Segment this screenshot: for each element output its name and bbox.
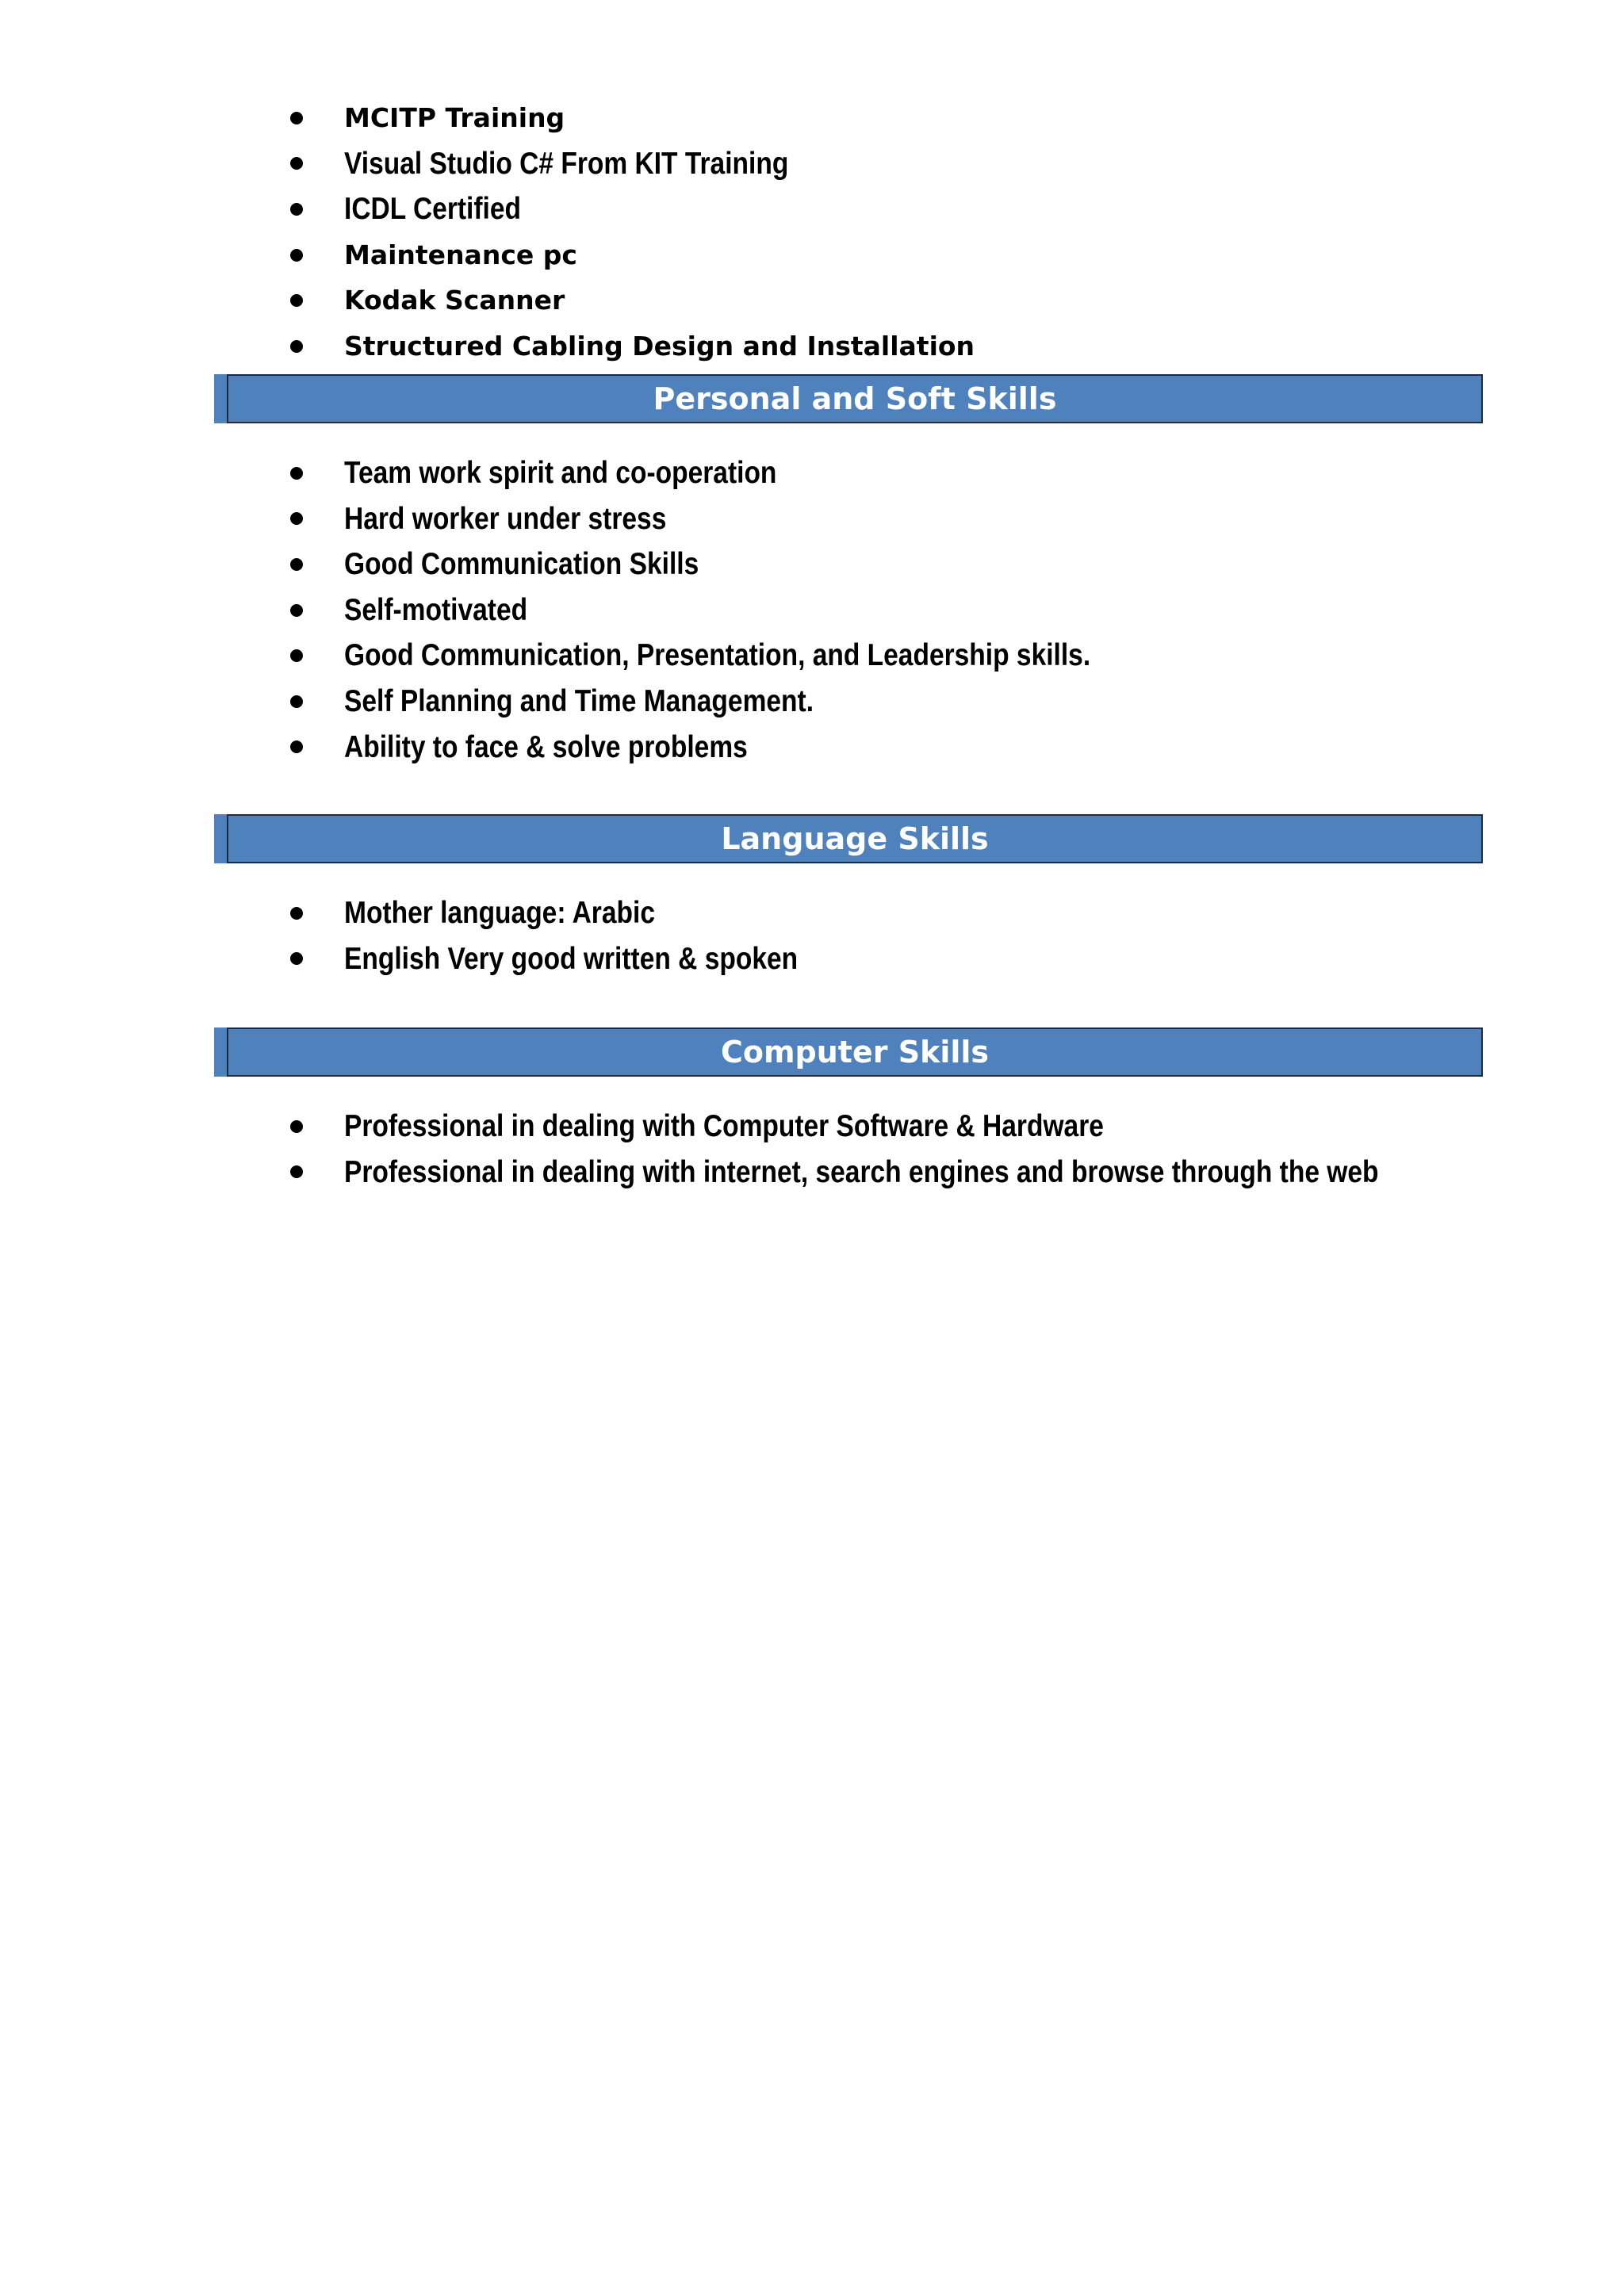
section-header-language-skills — [227, 814, 1483, 863]
skill-item: Self-motivated — [344, 592, 528, 627]
bullet-icon — [290, 604, 303, 617]
bullet-icon — [290, 695, 303, 708]
bullet-icon — [290, 1120, 303, 1133]
bullet-icon — [290, 203, 303, 216]
bullet-icon — [290, 294, 303, 307]
training-item: Maintenance pc — [344, 239, 577, 270]
bullet-icon — [290, 1165, 303, 1178]
header-accent-bar — [214, 1027, 227, 1077]
section-header-computer-skills — [227, 1027, 1483, 1077]
skill-item: Team work spirit and co-operation — [344, 456, 777, 490]
section-title: Computer Skills — [720, 1035, 990, 1070]
bullet-icon — [290, 157, 303, 170]
bullet-icon — [290, 907, 303, 920]
training-item: Kodak Scanner — [344, 285, 565, 316]
bullet-icon — [290, 649, 303, 662]
skill-item: Self Planning and Time Management. — [344, 683, 814, 718]
computer-skill-item: Professional in dealing with Computer Software & Hardware — [344, 1109, 1104, 1143]
computer-skill-item: Professional in dealing with internet, search engines and browse through the web — [344, 1154, 1379, 1189]
bullet-icon — [290, 512, 303, 525]
header-accent-bar — [214, 814, 227, 863]
training-item: ICDL Certified — [344, 192, 522, 227]
training-item: Visual Studio C# From KIT Training — [344, 146, 789, 181]
skill-item: Good Communication Skills — [344, 547, 699, 582]
section-title: Personal and Soft Skills — [653, 381, 1057, 416]
skill-item: Hard worker under stress — [344, 501, 667, 536]
skill-item: Ability to face & solve problems — [344, 729, 748, 764]
language-item: English Very good written & spoken — [344, 941, 799, 976]
bullet-icon — [290, 558, 303, 571]
bullet-icon — [290, 467, 303, 480]
bullet-icon — [290, 740, 303, 753]
language-item: Mother language: Arabic — [344, 896, 655, 930]
training-item: MCITP Training — [344, 102, 565, 133]
bullet-icon — [290, 952, 303, 965]
skill-item: Good Communication, Presentation, and Leadership skills. — [344, 638, 1091, 673]
bullet-icon — [290, 112, 303, 124]
training-item: Structured Cabling Design and Installation — [344, 330, 975, 362]
bullet-icon — [290, 249, 303, 262]
header-accent-bar — [214, 374, 227, 423]
section-title: Language Skills — [721, 821, 989, 856]
bullet-icon — [290, 340, 303, 353]
section-header-personal-soft-skills — [227, 374, 1483, 423]
